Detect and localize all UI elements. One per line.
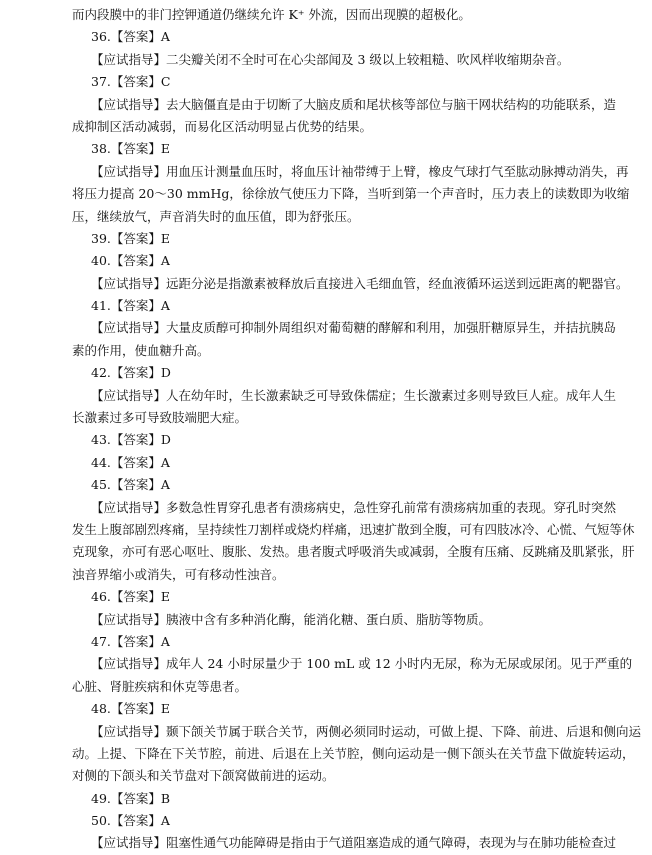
text-line: 43.【答案】D bbox=[91, 432, 171, 448]
text-line: 40.【答案】A bbox=[91, 253, 170, 269]
text-line: 37.【答案】C bbox=[91, 74, 171, 90]
text-line: 浊音界缩小或消失，可有移动性浊音。 bbox=[72, 566, 285, 582]
text-line: 【应试指导】成年人 24 小时尿量少于 100 mL 或 12 小时内无尿，称为无尿或尿闭。见于严重的 bbox=[91, 656, 633, 672]
text-line: 对侧的下颌头和关节盘对下颌窝做前进的运动。 bbox=[72, 768, 335, 784]
text-line: 48.【答案】E bbox=[91, 701, 171, 717]
text-line: 41.【答案】A bbox=[91, 298, 170, 314]
text-line: 【应试指导】多数急性胃穿孔患者有溃疡病史，急性穿孔前常有溃疡病加重的表现。穿孔时突然 bbox=[91, 499, 617, 515]
text-line: 动。上提、下降在下关节腔，前进、后退在上关节腔，侧向运动是一侧下颌头在关节盘下做旋转运动， bbox=[72, 745, 635, 761]
text-line: 46.【答案】E bbox=[91, 589, 171, 605]
text-line: 39.【答案】E bbox=[91, 230, 171, 246]
text-line: 【应试指导】远距分泌是指激素被释放后直接进入毛细血管，经血液循环运送到远距离的靶器官。 bbox=[91, 275, 629, 291]
text-line: 【应试指导】二尖瓣关闭不全时可在心尖部闻及 3 级以上较粗糙、吹风样收缩期杂音。 bbox=[91, 51, 570, 67]
text-line: 45.【答案】A bbox=[91, 477, 170, 493]
text-line: 素的作用，使血糖升高。 bbox=[72, 342, 210, 358]
text-line: 49.【答案】B bbox=[91, 790, 171, 806]
text-line: 而内段膜中的非门控钾通道仍继续允许 K⁺ 外流，因而出现膜的超极化。 bbox=[72, 7, 471, 22]
text-line: 【应试指导】胰液中含有多种消化酶，能消化糖、蛋白质、脂肪等物质。 bbox=[91, 611, 492, 627]
text-line: 成抑制区活动减弱，而易化区活动明显占优势的结果。 bbox=[72, 118, 373, 134]
text-line: 【应试指导】阻塞性通气功能障碍是指由于气道阻塞造成的通气障碍，表现为与在肺功能检查过 bbox=[91, 835, 617, 851]
text-line: 【应试指导】大量皮质醇可抑制外周组织对葡萄糖的酵解和利用，加强肝糖原异生，并拮抗胰岛 bbox=[91, 320, 617, 336]
text-line: 50.【答案】A bbox=[91, 813, 170, 829]
text-line: 44.【答案】A bbox=[91, 454, 170, 470]
text-line: 发生上腹部剧烈疼痛，呈持续性刀割样或烧灼样痛，迅速扩散到全腹，可有四肢冰冷、心慌、气短等休 bbox=[72, 521, 635, 537]
text-line: 36.【答案】A bbox=[91, 29, 170, 45]
text-line: 压，继续放气，声音消失时的血压值，即为舒张压。 bbox=[72, 208, 360, 224]
text-line: 38.【答案】E bbox=[91, 141, 171, 157]
text-line: 将压力提高 20～30 mmHg，徐徐放气使压力下降，当听到第一个声音时，压力表上的读数即为收缩 bbox=[72, 186, 630, 202]
text-line: 42.【答案】D bbox=[91, 365, 171, 381]
text-line: 长激素过多可导致肢端肥大症。 bbox=[72, 410, 248, 426]
text-line: 【应试指导】用血压计测量血压时，将血压计袖带缚于上臂，橡皮气球打气至肱动脉搏动消失，再 bbox=[91, 163, 629, 179]
text-line: 克现象，亦可有恶心呕吐、腹胀、发热。患者腹式呼吸消失或减弱，全腹有压痛、反跳痛及肌紧张，肝 bbox=[72, 544, 635, 560]
text-line: 【应试指导】颞下颌关节属于联合关节，两侧必须同时运动，可做上提、下降、前进、后退和侧向运 bbox=[91, 723, 642, 739]
text-line: 【应试指导】去大脑僵直是由于切断了大脑皮质和尾状核等部位与脑干网状结构的功能联系，造 bbox=[91, 96, 617, 112]
text-line: 47.【答案】A bbox=[91, 633, 170, 649]
text-line: 【应试指导】人在幼年时，生长激素缺乏可导致侏儒症；生长激素过多则导致巨人症。成年人生 bbox=[91, 387, 617, 403]
text-line: 心脏、肾脏疾病和休克等患者。 bbox=[72, 678, 248, 694]
